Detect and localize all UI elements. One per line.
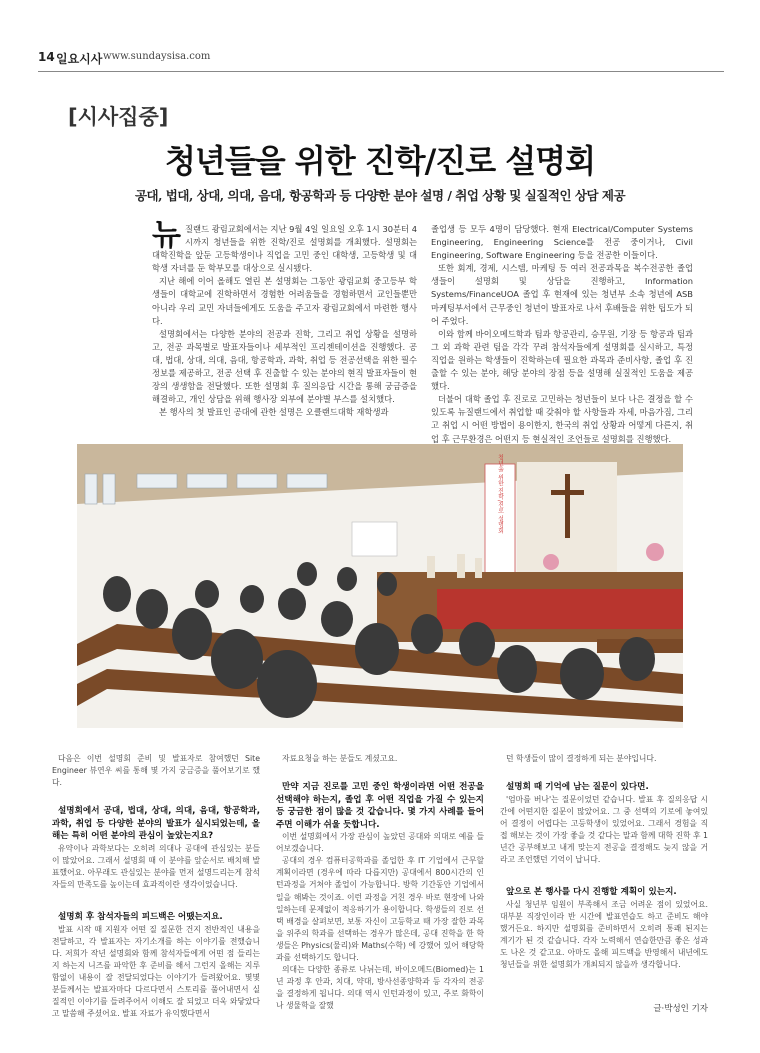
event-photo [77,444,683,728]
interview-question: 설명회 때 기억에 남는 질문이 있다면. [506,782,649,793]
photo-cross [565,474,570,538]
byline: 글·박성인 기자 [653,1004,708,1014]
page-number: 14 [38,50,55,64]
intro-paragraph: 이와 함께 바이오메드학과 팀과 항공관리, 승무원, 기장 등 항공과 팀과 그 외 과학 관련 팀을 각각 꾸려 참석자들에게 설명회를 실시하고, 특정 직업을 원하는 학생들이 진학하는데 필요한 과목과 준비사항, 졸업 후 진출할 수 있는 분야, 해당 분야의 장점 등을 설명해 실질적인 도움을 제공했다. [431,328,693,392]
interview-lead: 자료요청을 하는 분들도 계셨고요. [282,754,398,763]
interview-lead: 다음은 이번 설명회 준비 및 발표자로 참여했던 Site Engineer 뷰연우 씨를 통해 몇 가지 궁금증을 풀어보기로 했다. [52,754,260,788]
intro-paragraph: 더불어 대학 졸업 후 진로로 고민하는 청년들이 보다 나은 결정을 할 수 있도록 뉴질랜드에서 취업할 때 갖춰야 할 사항들과 자세, 마음가짐, 그리고 취업 시 어떤 방법이 용이한지, 한국의 취업 상황과 어떻게 다른지, 취업 후 근무환경은 어떤지 등 현실적인 조언들로 설명회를 진행했다. [431,394,693,444]
drop-cap: 뉴 [152,218,181,253]
section-tag: [시사집중] [68,105,169,129]
article-subtitle: 공대, 법대, 상대, 의대, 음대, 항공학과 등 다양한 분야 설명 / 취업 상황 및 실질적인 상담 제공 [134,188,626,203]
intro-paragraph: 지난 해에 이어 올해도 열린 본 설명회는 그동안 광림교회 중고등부 학생들이 대학교에 진학하면서 경험한 어려움들을 경험하면서 교인들뿐만 아니라 우리 교민 자녀들에게도 도움을 주고자 광림교회에서 마련한 행사다. [152,276,417,326]
photo-flowers [543,554,559,570]
intro-paragraph: 설명회에서는 다양한 분야의 전공과 진학, 그리고 취업 상황을 설명하고, 전공 과목별로 발표자들이나 세부적인 프리젠테이션을 진행했다. 공대, 법대, 상대, 의대, 음대, 항공학과, 과학, 취업 등 전공선택을 위한 필수 정보를 제공하고, 전공 선택 후 진출할 수 있는 분야의 현직 발표자들이 현장의 생생함을 전달했다. 또한 설명회 후 질의응답 시간을 통해 궁금증을 해결하고, 개인 상담을 위해 행사장 외부에 분야별 부스를 설치했다. [152,328,417,405]
intro-paragraph: 또한 회계, 경제, 시스템, 마케팅 등 여러 전공과목을 복수전공한 졸업생들이 설명회 및 상담을 진행하고, Information Systems/FinanceUOA 졸업 후 현재에 있는 청년부 소속 청년에 ASB 마케팅부서에서 근무중인 청년이 발표자로 나서 후배들을 위한 팁도가 되어 주었다. [431,263,693,326]
header-divider [38,71,724,72]
intro-column-1 [152,218,417,419]
interview-column-3 [500,753,708,971]
publication-url[interactable]: www.sundaysisa.com [103,51,211,62]
interview-question: 설명회 후 참석자들의 피드백은 어땠는지요. [58,912,223,923]
intro-paragraph: 뉴질랜드 광림교회에서는 지난 9월 4일 일요일 오후 1시 30분터 4시까지 청년들을 위한 진학/진로 설명회를 개최했다. 설명회는 대학진학을 앞둔 고등학생이나 직업을 고민 중인 대학생, 고등학생 및 대학생 자녀를 둔 학부모를 대상으로 실시됐다. [152,218,417,274]
interview-column-2 [276,753,484,1013]
page-header [38,50,724,70]
interview-lead: 던 학생들이 많이 결정하게 되는 분야입니다. [506,754,657,763]
interview-answer: 사실 청년부 임원이 부족해서 조금 어려운 점이 있었어요. 대부분 직장인이라 반 시간에 발표연습도 하고 준비도 해야 했거든요. 하지만 설명회를 준비하면서 오히려 통쾌 된지는 계기가 된 것 같습니다. 각자 노력해서 연습한만큼 좋은 성과도 나온 것 같고요. 아마도 올해 피드백을 반영해서 내년에도 청년들을 위한 설명회가 개최되지 않을까 생각합니다. [500,899,708,970]
interview-answer: 유약이나 과학보다는 오히려 의대나 공대에 관심있는 분들이 많았어요. 그래서 설명회 때 이 분야를 앞순서로 배치해 발표했어요. 아무래도 관심있는 분야를 먼저 설명드리는게 참석자들의 만족도를 높이는데 효과적이란 생각이었습니다. [52,843,260,890]
intro-column-2 [431,223,693,446]
photo-banner-text: 청년을 위한 진학/진로 설명회 [496,454,504,534]
publication-name: 일요시사 [56,52,103,66]
intro-paragraph: 졸업생 등 모두 4명이 담당했다. 현재 Electrical/Computer Systems Engineering, Engineering Science를 전공 중이거나, Civil Engineering, Software Engineering 등을 전공한 이들이다. [431,224,693,261]
interview-question: 만약 지금 진로를 고민 중인 학생이라면 어떤 전공을 선택해야 하는지, 졸업 후 어떤 직업을 가질 수 있는지 등 궁금한 점이 많을 것 같습니다. 몇 가지 사례를 들어주면 이해가 쉬울 듯합니다. [276,782,484,830]
interview-answer: 이번 설명회에서 가장 관심이 높았던 공대와 의대로 예를 들어보겠습니다. [276,832,484,854]
interview-answer: 의대는 다양한 종류로 나뉘는데, 바이오메드(Biomed)는 1년 과정 후 안과, 치대, 약대, 방사선종양학과 등 각자의 전공을 결정하게 됩니다. 의대 역시 인턴과정이 있고, 주로 화학이나 생물학을 잘했 [276,965,484,1011]
interview-answer: 공대의 경우 컴퓨터공학과를 졸업한 후 IT 기업에서 근무할 계획이라면 (경우에 따라 다릅지만) 공대에서 800시간의 인턴과정을 거쳐야 졸업이 가능합니다. 방학 기간동안 기업에서 일을 해봐는 것이죠. 이런 과정을 거친 경우 바로 현장에 나와 일하는데 문제없이 적응하기가 용이합니다. 학생들의 진로 선택 배경을 살펴보면, 보통 자신이 고등학교 때 가장 잘한 과목을 위주의 학과를 선택하는 경우가 많은데, 공대 진학을 한 학생들은 Physics(물리)와 Maths(수학) 에 강했어 있어 해당학과를 선택하기도 합니다. [276,856,484,963]
intro-paragraph: 본 행사의 첫 발표인 공대에 관한 설명은 오클랜드대학 재학생과 [159,407,389,418]
interview-answer: '엄마를 버나'는 질문이었던 같습니다. 발표 후 질의응답 시간에 어떤지한 질문이 많았어요. 그 중 선택의 기로에 놓여있어 결정이 어렵다는 고등학생이 있었어요. 그래서 경험을 직접 해보는 것이 가장 좋을 것 같다는 말과 함께 대학 진학 후 1년간 공부해보고 내게 맞는지 전공을 결정해도 늦지 않을 거라고 조언했던 기억이 납니다. [500,794,708,865]
interview-column-1 [52,753,260,1020]
article-title: 청년들을 위한 진학/진로 설명회 [165,142,595,180]
photo-door [352,522,397,556]
interview-answer: 발표 시작 때 지원자 어떤 질 질문한 건지 전반적인 내용을 전달하고, 각 발표자는 자기소개를 하는 이야기를 전했습니다. 저희가 작년 설명회와 함께 참석자들에게 어떤 점 들리는지 하는지 니즈를 파악한 후 준비를 해서 그런지 올해는 지루함없이 내용이 잘 전달되었다는 이야기가 들려왔어요. 몇몇 분들께서는 발표자마다 다르다면서 스토리를 풀어내면서 실질적인 이야기를 들려주어서 이해도 잘 되었고 더욱 와닿았다고 말씀해 주셨어요. 발표 자료가 유익했다면서 [52,924,260,1019]
interview-question: 설명회에서 공대, 법대, 상대, 의대, 음대, 항공학과, 과학, 취업 등 다양한 분야의 발표가 실시되었는데, 올해는 특히 어떤 분야의 관심이 높았는지요? [52,806,260,842]
interview-question: 앞으로 본 행사를 다시 진행할 계획이 있는지. [506,887,677,898]
